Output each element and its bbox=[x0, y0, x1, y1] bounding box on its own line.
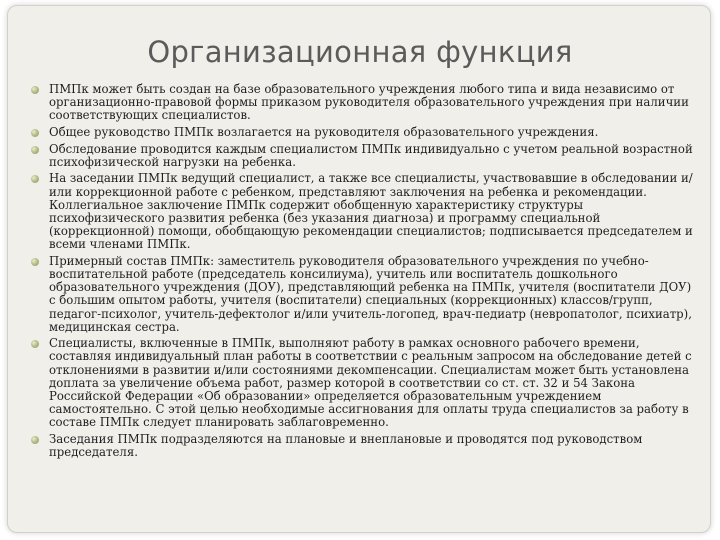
olive-circle-bullet-icon bbox=[31, 340, 39, 348]
bullet-item bbox=[30, 143, 700, 169]
bullet-item bbox=[30, 126, 700, 139]
bullet-text: На заседании ПМПк ведущий специалист, а также все специалисты, участвовавшие в обследовании и/или коррекционной работе с ребенком, представляют заключения на ребенка и рекомендации. Коллегиальное заключение ПМПк содержит обобщенную характеристику структуры психофизического развития ребенка (без указания диагноза) и программу специальной (коррекционной) помощи, обобщающую рекомендации специалистов; подписывается председателем и всеми членами ПМПк. bbox=[49, 171, 693, 252]
bullet-text: ПМПк может быть создан на базе образовательного учреждения любого типа и вида независимо от организационно-правовой формы приказом руководителя образовательного учреждения при наличии соответствующих специалистов. bbox=[49, 82, 689, 123]
bullet-text: Заседания ПМПк подразделяются на плановые и внеплановые и проводятся под руководством председателя. bbox=[49, 431, 643, 460]
bullet-text: Обследование проводится каждым специалистом ПМПк индивидуально с учетом реальной возрастной психофизической нагрузки на ребенка. bbox=[49, 141, 693, 169]
olive-circle-bullet-icon bbox=[31, 146, 39, 154]
slide-content bbox=[30, 83, 700, 463]
slide-title: Организационная функция bbox=[147, 35, 573, 69]
bullet-item bbox=[30, 172, 700, 251]
olive-circle-bullet-icon bbox=[31, 258, 39, 266]
bullet-item bbox=[30, 83, 700, 122]
bullet-text: Примерный состав ПМПк: заместитель руководителя образовательного учреждения по учебно-воспитательной работе (председатель консилиума), учитель или воспитатель дошкольного образовательного учреждения (ДОУ), представляющий ребенка на ПМПк, учителя (воспитатели ДОУ) с большим опытом работы, учителя (воспитатели) специальных (коррекционных) классов/групп, педагог-психолог, учитель-дефектолог и/или учитель-логопед, врач-педиатр (невропатолог, психиатр), медицинская сестра. bbox=[49, 253, 692, 334]
bullet-item bbox=[30, 433, 700, 459]
bullet-item bbox=[30, 337, 700, 429]
olive-circle-bullet-icon bbox=[31, 129, 39, 137]
bullet-list bbox=[30, 83, 700, 459]
olive-circle-bullet-icon bbox=[31, 86, 39, 94]
bullet-text: Специалисты, включенные в ПМПк, выполняют работу в рамках основного рабочего времени, составляя индивидуальный план работы в соответствии с реальным запросом на обследование детей с отклонениями в развитии и/или состояниями декомпенсации. Специалистам может быть установлена доплата за увеличение объема работ, размер которой в соответствии со ст. ст. 32 и 54 Закона Российской Федерации «Об образовании» определяется образовательным учреждением самостоятельно. С этой целью необходимые ассигнования для оплаты труда специалистов за работу в составе ПМПк следует планировать заблаговременно. bbox=[49, 336, 692, 430]
olive-circle-bullet-icon bbox=[31, 175, 39, 183]
bullet-text: Общее руководство ПМПк возлагается на руководителя образовательного учреждения. bbox=[49, 124, 599, 139]
bullet-item bbox=[30, 255, 700, 334]
olive-circle-bullet-icon bbox=[31, 436, 39, 444]
